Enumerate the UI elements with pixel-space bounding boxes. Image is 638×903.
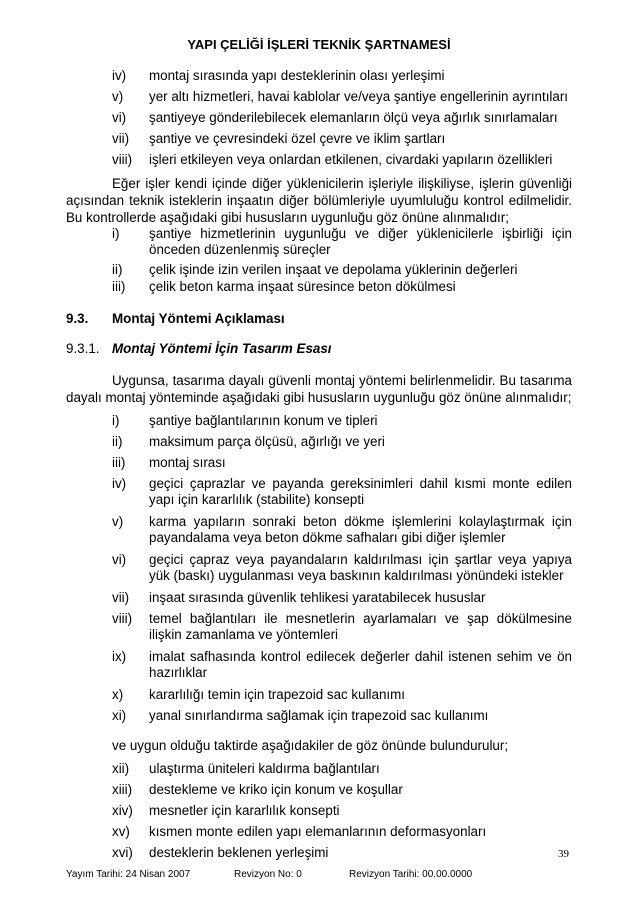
paragraph-line: Bu kontrollerde aşağıdaki gibi hususların uygunluğu göz önüne alınmalıdır; [66, 210, 509, 225]
connector-text: ve uygun olduğu taktirde aşağıdakiler de göz önünde bulundurulur; [112, 738, 509, 753]
section-title: Montaj Yöntemi Açıklaması [112, 311, 285, 326]
footer-publish-date: Yayım Tarihi: 24 Nisan 2007 [66, 869, 191, 880]
section-number: 9.3. [66, 311, 89, 326]
footer-revision-date: Revizyon Tarihi: 00.00.0000 [349, 869, 473, 880]
subsection-title: Montaj Yöntemi İçin Tasarım Esası [112, 341, 332, 356]
paragraph-line: açısından teknik isteklerin inşaatın diğer bölümleriyle uyumluluğu kontrol edilmelidir. [66, 193, 572, 208]
footer-revision: Revizyon No: 0 [234, 869, 302, 880]
paragraph-line: Uygunsa, tasarıma dayalı güvenli montaj yöntemi belirlenmelidir. Bu tasarıma [112, 373, 572, 388]
document-title: YAPI ÇELİĞİ İŞLERİ TEKNİK ŞARTNAMESİ [187, 37, 451, 52]
paragraph-line: dayalı montaj yönteminde aşağıdaki gibi hususların uygunluğu göz önüne alınmalıdır; [66, 390, 572, 405]
paragraph-line: Eğer işler kendi içinde diğer yüklenicilerin işleriyle ilişkiliyse, işlerin güvenliği [112, 176, 572, 191]
subsection-number: 9.3.1. [66, 341, 100, 356]
page-number: 39 [558, 848, 569, 860]
